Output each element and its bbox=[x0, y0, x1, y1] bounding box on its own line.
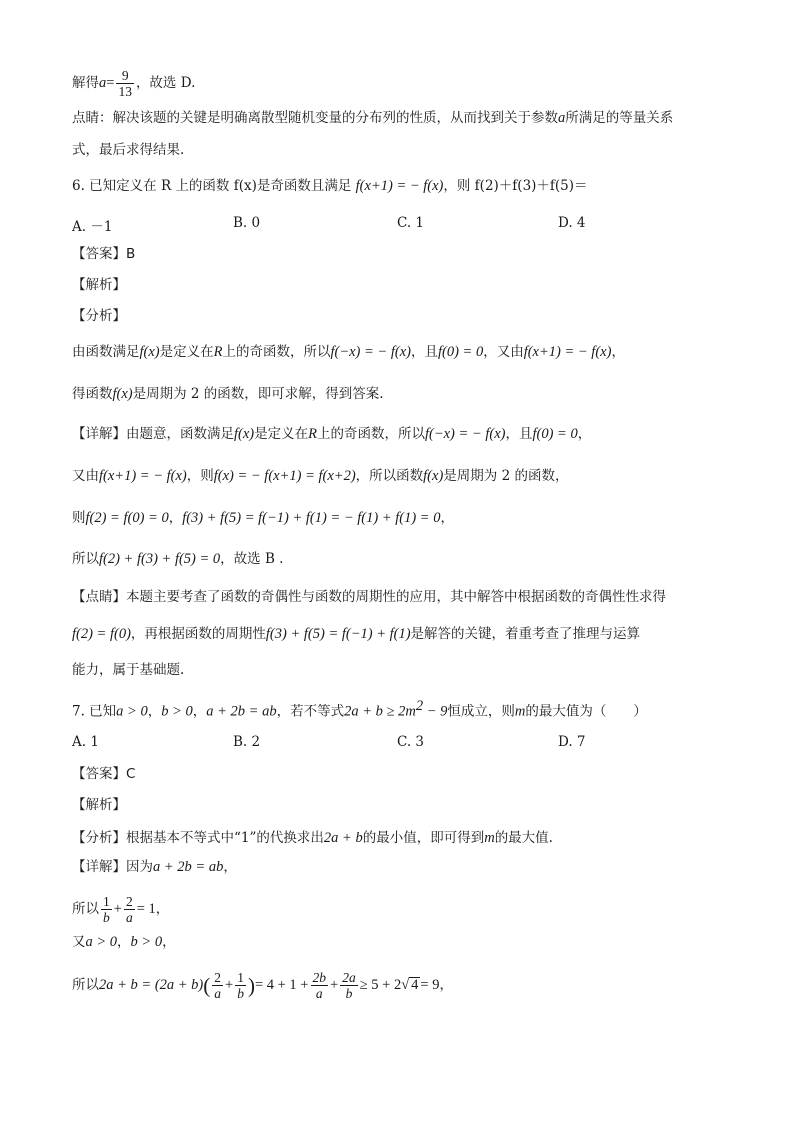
math: a + 2b = ab bbox=[206, 703, 277, 720]
math: f(x+1) = − f(x) bbox=[99, 468, 187, 484]
math: f(x) bbox=[234, 426, 255, 442]
text: ，则 bbox=[186, 468, 214, 484]
numerator: 2b bbox=[312, 970, 326, 985]
text: ， bbox=[577, 426, 592, 442]
text: ，所以函数 bbox=[355, 468, 424, 484]
math: m bbox=[514, 703, 526, 720]
math: b > 0 bbox=[130, 934, 163, 950]
text: ，故选 B . bbox=[220, 551, 284, 567]
question-7-stem bbox=[72, 696, 647, 722]
q7-option-b: B. 2 bbox=[233, 734, 261, 750]
denominator: a bbox=[125, 910, 133, 925]
text: ， bbox=[192, 703, 207, 720]
text: ，且 bbox=[505, 426, 533, 442]
text: 上的奇函数，所以 bbox=[316, 426, 425, 442]
text: 所以 bbox=[72, 901, 99, 917]
text: ， bbox=[440, 510, 454, 526]
q6-text-end: ，则 f(2)＋f(3)＋f(5)＝ bbox=[443, 178, 588, 194]
text: 由题意，函数满足 bbox=[126, 426, 234, 442]
fraction bbox=[212, 970, 223, 1001]
paren-close: ) bbox=[247, 973, 255, 998]
text: 得函数 bbox=[72, 386, 113, 402]
text: 由函数满足 bbox=[72, 344, 140, 360]
math: f(x) bbox=[423, 468, 444, 484]
q6-detail-line-3 bbox=[72, 508, 454, 528]
text: 是解答的关键，着重考查了推理与运算 bbox=[410, 626, 641, 642]
text: 上的奇函数，所以 bbox=[222, 344, 331, 360]
q6-text: 6. 已知定义在 R 上的函数 f(x)是奇函数且满足 bbox=[72, 178, 352, 194]
text: 又由 bbox=[72, 468, 99, 484]
equals: = bbox=[106, 75, 115, 91]
fraction bbox=[311, 970, 329, 1001]
math: f(2) + f(3) + f(5) = 0 bbox=[99, 551, 221, 567]
denominator: b bbox=[345, 986, 353, 1001]
text: ， bbox=[162, 934, 176, 950]
math: ≥ 5 + 2 bbox=[359, 977, 402, 993]
denominator: a bbox=[315, 986, 323, 1001]
q6-analysis-line-1 bbox=[72, 342, 625, 362]
text: 所以 bbox=[72, 551, 99, 567]
text: 的最小值，即可得到 bbox=[362, 830, 485, 846]
math: 2a + b bbox=[323, 830, 363, 846]
note-line-2 bbox=[72, 140, 184, 160]
numerator: 9 bbox=[116, 68, 134, 84]
denominator: 13 bbox=[118, 84, 132, 99]
text: 的最大值为（ ） bbox=[525, 703, 647, 720]
q7-option-a: A. 1 bbox=[72, 734, 99, 750]
var-a: a bbox=[558, 110, 566, 126]
note-text: 点睛：解决该题的关键是明确离散型随机变量的分布列的性质，从而找到关于参数 bbox=[72, 110, 558, 126]
numerator: 2a bbox=[342, 970, 356, 985]
var-a: a bbox=[99, 75, 107, 91]
math: f(0) = 0 bbox=[437, 344, 484, 360]
q7-jiexi-heading: 【解析】 bbox=[72, 797, 126, 813]
sqrt-sign: √ bbox=[401, 977, 410, 993]
math: f(0) = 0 bbox=[532, 426, 578, 442]
fraction bbox=[235, 970, 246, 1001]
q6-option-c: C. 1 bbox=[397, 215, 425, 231]
text: 的最大值. bbox=[494, 830, 553, 846]
math: f(−x) = − f(x) bbox=[330, 344, 411, 360]
note-tag: 【点睛】 bbox=[72, 589, 126, 605]
text: 则 bbox=[72, 510, 86, 526]
q7-analysis-line bbox=[72, 828, 553, 848]
numerator: 1 bbox=[237, 970, 244, 985]
math: a > 0 bbox=[85, 934, 118, 950]
q6-detail-line-1 bbox=[72, 424, 591, 444]
text: 是定义在 bbox=[159, 344, 214, 360]
q6-note-line-1 bbox=[72, 587, 666, 607]
q6-fenxi-heading: 【分析】 bbox=[72, 308, 126, 324]
text: ， bbox=[155, 901, 170, 917]
text: 能力，属于基础题. bbox=[72, 662, 185, 678]
math: m bbox=[484, 830, 495, 846]
math: a + 2b = ab bbox=[153, 859, 224, 875]
text: 又 bbox=[72, 934, 86, 950]
q7-option-c: C. 3 bbox=[397, 734, 425, 750]
text: 是周期为 2 的函数， bbox=[443, 468, 569, 484]
math: f(x) = − f(x+1) = f(x+2) bbox=[213, 468, 356, 484]
denominator: a bbox=[214, 986, 222, 1001]
detail-tag: 【详解】 bbox=[72, 426, 126, 442]
text: ，故选 D. bbox=[135, 75, 196, 91]
math: = 1 bbox=[136, 901, 156, 917]
math: 2a + b ≥ 2m bbox=[344, 703, 416, 720]
q6-answer: 【答案】B bbox=[72, 246, 136, 262]
math: R bbox=[213, 344, 223, 360]
q7-detail-line-2 bbox=[72, 892, 169, 926]
text: ， bbox=[117, 934, 131, 950]
math: f(x) bbox=[112, 386, 133, 402]
numerator: 2 bbox=[125, 894, 133, 909]
text: 恒成立，则 bbox=[447, 703, 515, 720]
solution-result-line bbox=[72, 68, 195, 99]
math: − 9 bbox=[423, 703, 448, 720]
math: f(−x) = − f(x) bbox=[424, 426, 506, 442]
text: 7. 已知 bbox=[72, 703, 117, 720]
math: b > 0 bbox=[161, 703, 193, 720]
paren-open: ( bbox=[203, 973, 211, 998]
sqrt-radicand: 4 bbox=[411, 977, 419, 993]
text: ， bbox=[223, 859, 237, 875]
math: R bbox=[308, 426, 317, 442]
q6-detail-line-2 bbox=[72, 466, 568, 486]
text: 是定义在 bbox=[254, 426, 309, 442]
analysis-tag: 【分析】 bbox=[72, 830, 126, 846]
question-6-stem bbox=[72, 176, 588, 196]
math: f(3) + f(5) = f(−1) + f(1) = − f(1) + f(1) = 0 bbox=[182, 510, 441, 526]
text: ， bbox=[147, 703, 162, 720]
q6-option-b: B. 0 bbox=[233, 215, 261, 231]
q7-answer: 【答案】C bbox=[72, 766, 136, 782]
q7-option-d: D. 7 bbox=[558, 734, 586, 750]
math: 2a + b = (2a + b) bbox=[99, 977, 204, 993]
text: ，再根据函数的周期性 bbox=[130, 626, 266, 642]
q6-option-d: D. 4 bbox=[558, 215, 586, 231]
math: f(2) = f(0) = 0 bbox=[85, 510, 169, 526]
fraction bbox=[340, 970, 358, 1001]
q6-note-line-3 bbox=[72, 660, 184, 680]
detail-tag: 【详解】 bbox=[72, 859, 126, 875]
note-text-end: 所满足的等量关系 bbox=[565, 110, 674, 126]
denominator: b bbox=[237, 986, 244, 1001]
text: 解得 bbox=[72, 75, 99, 91]
superscript: 2 bbox=[415, 698, 424, 714]
text: 根据基本不等式中“1”的代换求出 bbox=[126, 830, 324, 846]
text: 本题主要考查了函数的奇偶性与函数的周期性的应用，其中解答中根据函数的奇偶性性求得 bbox=[126, 589, 666, 605]
text: ， bbox=[439, 977, 453, 993]
math: = 9 bbox=[420, 977, 440, 993]
q6-note-line-2 bbox=[72, 624, 640, 644]
q6-jiexi-heading: 【解析】 bbox=[72, 277, 126, 293]
fraction bbox=[116, 68, 134, 99]
q7-detail-line-1 bbox=[72, 857, 237, 877]
denominator: b bbox=[103, 910, 110, 925]
plus: + bbox=[113, 901, 122, 917]
note-line-1 bbox=[72, 108, 673, 128]
math: f(x+1) = − f(x) bbox=[523, 344, 612, 360]
math: f(x) bbox=[139, 344, 160, 360]
q6-analysis-line-2 bbox=[72, 384, 384, 404]
text: ， bbox=[168, 510, 183, 526]
numerator: 2 bbox=[214, 970, 222, 985]
note-text: 式，最后求得结果. bbox=[72, 142, 185, 158]
text: 所以 bbox=[72, 977, 99, 993]
math: f(2) = f(0) bbox=[72, 626, 131, 642]
fraction bbox=[101, 894, 112, 925]
numerator: 1 bbox=[103, 894, 110, 909]
text: ， bbox=[611, 344, 625, 360]
q7-detail-line-4: 所以2a + b = (2a + b)( $\frac{2}{a}$ + $\frac{1}{b}$ )= 4 + 1 + $\frac{2b}{a}$ + $\frac{2a}{b}$ ≥ 5 + 2√ 4 = 9， bbox=[72, 970, 453, 1001]
q6-detail-line-4 bbox=[72, 549, 283, 569]
text: ，又由 bbox=[483, 344, 524, 360]
math: f(3) + f(5) = f(−1) + f(1) bbox=[265, 626, 411, 642]
math: a > 0 bbox=[116, 703, 148, 720]
q6-option-a: A. －1 bbox=[72, 219, 113, 235]
text: ，若不等式 bbox=[276, 703, 345, 720]
text: 是周期为 2 的函数，即可求解，得到答案. bbox=[132, 386, 384, 402]
text: ，且 bbox=[410, 344, 438, 360]
q6-condition: f(x+1) = − f(x) bbox=[355, 178, 444, 194]
q7-detail-line-3 bbox=[72, 932, 176, 952]
text: 因为 bbox=[126, 859, 153, 875]
math: = 4 + 1 + bbox=[254, 977, 309, 993]
fraction bbox=[124, 894, 135, 925]
